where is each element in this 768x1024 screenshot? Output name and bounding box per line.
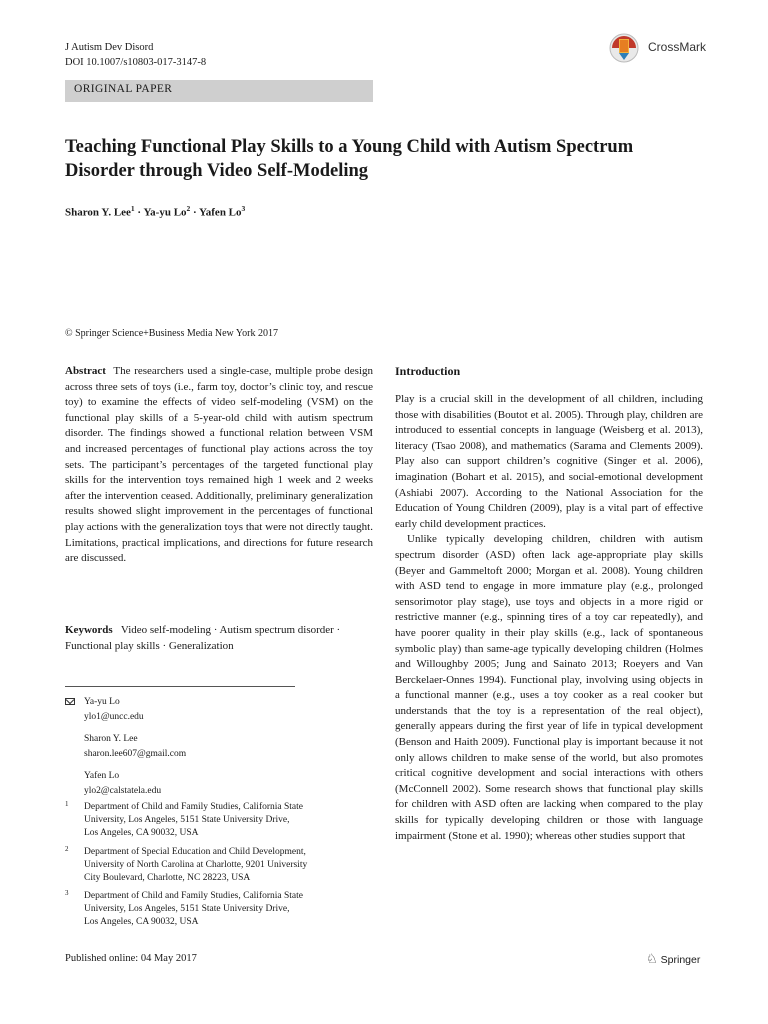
affiliation-line: Los Angeles, CA 90032, USA [84,917,199,927]
article-type: ORIGINAL PAPER [74,83,173,95]
springer-horse-icon: ♘ [646,951,658,966]
affiliation-number: 1 [65,800,69,808]
publication-date: Published online: 04 May 2017 [65,953,197,964]
author-name[interactable]: Sharon Y. Lee [65,206,131,219]
paragraph: Unlike typically developing children, children with autism spectrum disorder (ASD) often lack age-appropriate play skills (Beyer and Gammeltoft 2000; Morgan et al. 2008). Young children with ASD tend to engage in more immature play (e.g., prolonged sensorimotor play stage), use toys and objects in a more rigid or restrictive manner (e.g., spinning tires of a toy car repeatedly), and have poorer quality in their play skills (e.g., lack of spontaneous symbolic play) than same-age typically developing children (Holmes and Willoughby 2005; Jung and Sainato 2013; Roeyers and Van Berckelaer-Onnes 1994). Functional play, involving using objects in a functional manner (e.g., uses a toy cooker as a real cooker but understands that the toy is a representation of the real object), generally appears during the first year of life in typical development (Benson and Haith 2009). Functional play is important because it not only allows children to make sense of the world, but also promotes critical cognitive development and social interactions with others (McConnell 2002). Some research shows that functional play skills for children with ASD often are lacking when compared to the play skills for typically developing children or those with language impairment (Stone et al. 1990); whereas other studies support that [395,533,703,842]
corresponding-contacts [65,695,186,799]
affiliation [65,890,365,929]
abstract-label: Abstract [65,365,106,377]
keywords [65,623,373,654]
affiliation [65,801,365,840]
affiliation [65,846,365,885]
paper-title: Teaching Functional Play Skills to a Young Child with Autism Spectrum Disorder through Video Self-Modeling [65,137,634,181]
author-name[interactable]: Yafen Lo [199,206,242,219]
crossmark-badge[interactable] [608,33,718,63]
abstract [65,364,373,567]
contact-name: Ya-yu Lo [84,697,120,707]
footnote-divider [65,686,295,687]
author-separator: · [190,206,200,219]
affiliation-marker: 2 [186,204,191,213]
copyright-notice: © Springer Science+Business Media New York 2017 [65,328,278,339]
crossmark-icon [608,33,642,63]
envelope-icon [65,698,75,705]
article-type-bar [65,80,373,102]
affiliation-line: Department of Child and Family Studies, California State [84,891,303,901]
affiliation-number: 2 [65,845,69,853]
affiliation-line: Department of Special Education and Child Development, [84,847,306,857]
journal-header [65,40,206,70]
contact-email[interactable]: sharon.lee607@gmail.com [84,749,187,759]
publisher-name: Springer [660,954,701,966]
crossmark-label: CrossMark [648,40,707,54]
contact-email[interactable]: ylo1@uncc.edu [84,712,144,722]
doi[interactable]: DOI 10.1007/s10803-017-3147-8 [65,57,207,68]
keywords-label: Keywords [65,624,113,636]
keywords-text: Video self-modeling · Autism spectrum disorder · Functional play skills · Generalization [65,624,341,652]
journal-name: J Autism Dev Disord [65,42,154,53]
contact-name: Sharon Y. Lee [84,734,138,744]
contact-name: Yafen Lo [84,771,120,781]
affiliation-marker: 3 [241,204,246,213]
publisher-logo [646,951,700,967]
author-list [65,204,245,219]
affiliation-line: Los Angeles, CA 90032, USA [84,828,199,838]
affiliation-line: Department of Child and Family Studies, California State [84,802,303,812]
author-name[interactable]: Ya-yu Lo [143,206,187,219]
affiliation-line: University of North Carolina at Charlotte, 9201 University [84,860,308,870]
contact-email[interactable]: ylo2@calstatela.edu [84,786,162,796]
affiliation-number: 3 [65,889,69,897]
section-heading-introduction: Introduction [395,364,461,378]
affiliation-marker: 1 [130,204,135,213]
affiliation-line: University, Los Angeles, 5151 State University Drive, [84,815,290,825]
paragraph: Play is a crucial skill in the development of all children, including those with disabilities (Boutot et al. 2005). Through play, children are introduced to essential concepts in language (Weisberg et al. 2013), literacy (Tsao 2008), and mathematics (Sarama and Clements 2009). Play also can support children’s cognitive (Singer et al. 2006), imagination (Bohart et al. 2015), and social-emotional development (Ashiabi 2007). According to the National Association for the Education of Young Children (2009), play is a vital part of effective early child development practices. [395,393,703,530]
affiliation-line: University, Los Angeles, 5151 State University Drive, [84,904,290,914]
introduction-body [395,392,703,844]
affiliation-line: City Boulevard, Charlotte, NC 28223, USA [84,873,251,883]
author-separator: · [134,206,144,219]
abstract-text: The researchers used a single-case, multiple probe design across three sets of toys (i.e., farm toy, doctor’s clinic toy, and rescue toy) to examine the effects of video self-modeling (VSM) on the functional play skills of a 5-year-old child with autism spectrum disorder. The findings showed a functional relation between VSM and increased percentages of functional play actions across the toy sets. The participant’s percentages of the targeted functional play skills for the intervention toys remained high 1 week and 2 weeks after the intervention ceased. Additionally, preliminary generalization results showed slight improvement in the percentages of functional play actions with the generalization toys that were not directly taught. Limitations, practical implications, and directions for future research are discussed. [65,365,374,565]
